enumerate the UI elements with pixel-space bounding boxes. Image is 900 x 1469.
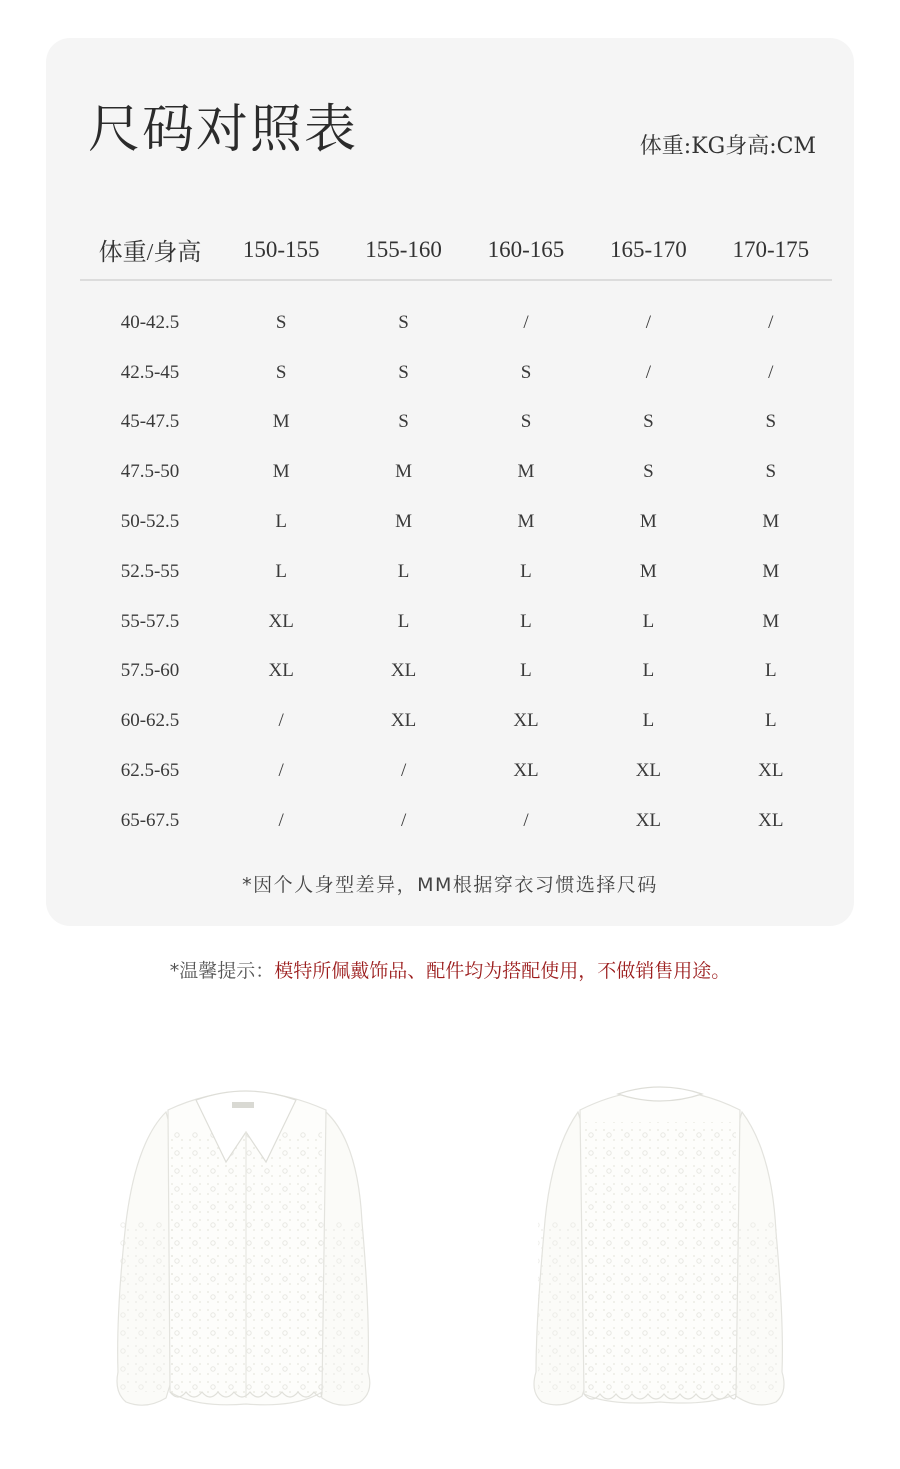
size-cell: / — [523, 311, 529, 333]
size-cell: L — [642, 660, 655, 682]
size-cell: L — [275, 511, 287, 533]
size-cell: / — [645, 361, 651, 383]
size-cell: XL — [635, 809, 662, 831]
footnote: *因个人身型差异，MM根据穿衣习惯选择尺码 — [242, 874, 658, 896]
size-cell: M — [517, 461, 535, 483]
size-cell: L — [275, 560, 287, 582]
weight-cell: 50-52.5 — [120, 511, 180, 533]
weight-cell: 52.5-55 — [120, 560, 180, 582]
weight-cell: 42.5-45 — [120, 361, 180, 383]
size-table — [80, 220, 832, 846]
table-row — [80, 796, 832, 846]
size-cell: XL — [758, 760, 784, 782]
height-header: 170-175 — [710, 220, 832, 280]
size-cell: M — [272, 411, 290, 433]
size-cell: S — [398, 361, 409, 383]
size-cell: XL — [635, 760, 662, 782]
tip-body: 模特所佩戴饰品、配件均为搭配使用，不做销售用途。 — [274, 960, 731, 982]
size-cell: L — [642, 710, 655, 732]
size-cell: XL — [390, 660, 417, 682]
height-header: 155-160 — [342, 220, 464, 280]
table-row — [80, 597, 832, 647]
weight-cell: 47.5-50 — [120, 461, 180, 483]
size-cell: S — [398, 411, 409, 433]
size-cell: L — [764, 710, 777, 732]
size-cell: / — [768, 361, 774, 383]
size-cell: S — [765, 461, 777, 483]
weight-cell: 55-57.5 — [120, 610, 180, 632]
table-row — [80, 746, 832, 796]
size-cell: M — [272, 461, 290, 483]
height-header: 160-165 — [465, 220, 587, 280]
weight-cell: 65-67.5 — [120, 809, 180, 831]
size-cell: M — [762, 610, 780, 632]
size-cell: S — [275, 361, 287, 383]
size-cell: XL — [390, 710, 417, 732]
size-cell: M — [762, 511, 780, 533]
size-cell: / — [523, 809, 529, 831]
size-cell: L — [764, 660, 777, 682]
table-row — [80, 497, 832, 547]
table-row — [80, 447, 832, 497]
size-cell: S — [398, 311, 409, 333]
size-cell: XL — [758, 809, 784, 831]
size-cell: M — [639, 511, 657, 533]
size-cell: L — [520, 560, 532, 582]
table-row — [80, 647, 832, 697]
weight-cell: 57.5-60 — [120, 660, 180, 682]
size-cell: S — [520, 411, 532, 433]
table-row — [80, 298, 832, 348]
corner-header: 体重/身高 — [80, 220, 220, 280]
size-cell: M — [395, 511, 413, 533]
weight-cell: 62.5-65 — [120, 760, 180, 782]
size-cell: L — [520, 660, 532, 682]
size-cell: / — [278, 760, 284, 782]
height-header: 150-155 — [220, 220, 342, 280]
size-cell: M — [639, 560, 657, 582]
tip-line — [0, 960, 900, 983]
size-cell: / — [400, 809, 407, 831]
size-cell: S — [275, 311, 287, 333]
size-cell: M — [395, 461, 413, 483]
weight-cell: 60-62.5 — [120, 710, 180, 732]
size-cell: S — [520, 361, 532, 383]
height-header: 165-170 — [587, 220, 709, 280]
size-cell: XL — [513, 760, 539, 782]
size-cell: S — [765, 411, 777, 433]
size-cell: XL — [268, 660, 294, 682]
size-cell: / — [645, 311, 651, 333]
size-cell: L — [520, 610, 532, 632]
size-cell: M — [517, 511, 535, 533]
size-cell: M — [762, 560, 780, 582]
size-cell: L — [397, 560, 410, 582]
size-cell: L — [642, 610, 655, 632]
size-cell: / — [278, 809, 284, 831]
weight-cell: 40-42.5 — [120, 311, 180, 333]
size-cell: L — [397, 610, 410, 632]
size-cell: / — [400, 760, 407, 782]
table-header-row — [80, 220, 832, 280]
size-cell: / — [278, 710, 284, 732]
tip-lead: *温馨提示： — [169, 960, 275, 982]
size-cell: S — [643, 461, 654, 483]
size-cell: S — [643, 411, 654, 433]
table-row — [80, 398, 832, 448]
weight-cell: 45-47.5 — [120, 411, 180, 433]
size-cell: XL — [513, 710, 539, 732]
size-cell: XL — [268, 610, 294, 632]
page-title: 尺码对照表 — [88, 100, 359, 160]
product-photo-front — [96, 1072, 396, 1422]
size-cell: / — [768, 311, 774, 333]
product-photo-back — [510, 1072, 810, 1422]
table-row — [80, 348, 832, 398]
table-row — [80, 547, 832, 597]
table-row — [80, 696, 832, 746]
unit-note: 体重:KG身高:CM — [639, 134, 816, 159]
